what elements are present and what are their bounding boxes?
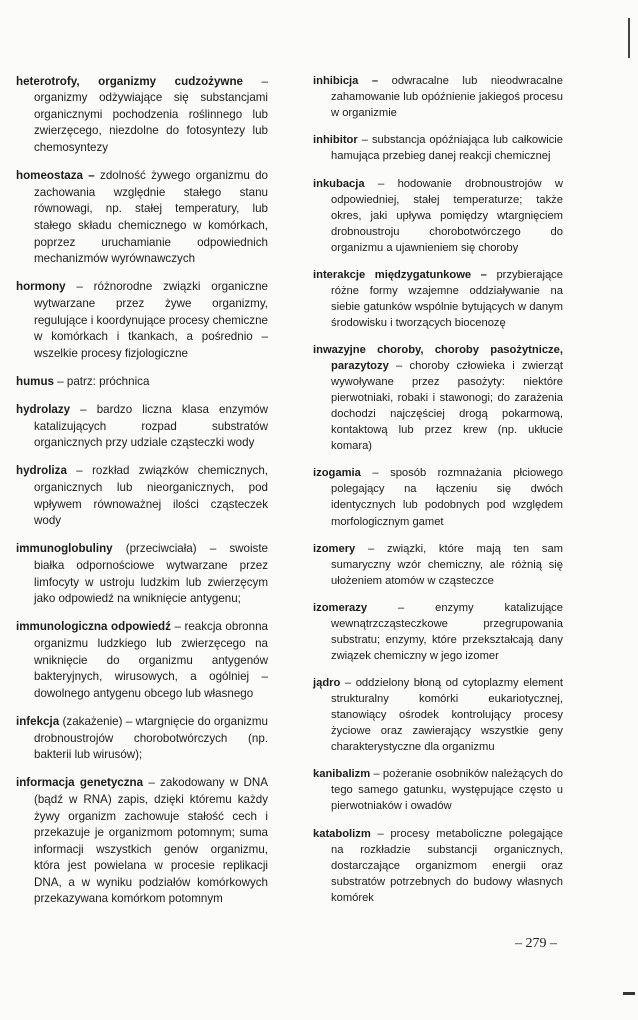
left-column bbox=[16, 62, 268, 915]
glossary-entry bbox=[16, 374, 268, 391]
glossary-entry bbox=[313, 176, 563, 256]
entry-term: izogamia bbox=[313, 467, 361, 480]
glossary-entry bbox=[16, 619, 268, 702]
entry-term: homeostaza – bbox=[16, 169, 95, 183]
entry-definition: – choroby człowieka i zwierząt wywoływane przez pasożyty: niektóre pierwotniaki, robaki i stawonogi; do zarażenia dochodzi najczęściej drogą pokarmową, kontaktową lub przez krew (np. ukłucie komara) bbox=[331, 360, 563, 453]
entry-term: katabolizm bbox=[313, 827, 371, 840]
entry-definition: – pożeranie osobników należących do tego samego gatunku, występujące często u pierwotniaków i owadów bbox=[331, 768, 563, 813]
entry-term: interakcje międzygatunkowe – bbox=[313, 268, 487, 281]
glossary-entry bbox=[16, 168, 268, 268]
entry-definition: (zakażenie) – wtargnięcie do organizmu drobnoustrojów chorobotwórczych (np. bakterii lub wirusów); bbox=[34, 714, 268, 762]
entry-term: izomery bbox=[313, 542, 356, 555]
entry-definition: – bardzo liczna klasa enzymów katalizujących rozpad substratów organicznych przy udziale cząsteczki wody bbox=[34, 403, 268, 450]
glossary-entry bbox=[313, 541, 563, 589]
entry-term: kanibalizm bbox=[313, 768, 371, 781]
entry-definition: – zakodowany w DNA (bądź w RNA) zapis, dzięki któremu każdy żywy organizm zachowuje stałość cech i przekazuje je organizmom potomnym; suma informacji wszystkich genów organizmu, która jest powielana w procesie replikacji DNA, a w wyniku podziałów komórkowych przekazywana komórkom potomnym bbox=[34, 776, 268, 906]
glossary-entry bbox=[313, 826, 563, 906]
glossary-entry bbox=[313, 675, 563, 755]
entry-definition: – substancja opóźniająca lub całkowicie hamująca przebieg danej reakcji chemicznej bbox=[331, 134, 563, 163]
glossary-entry bbox=[313, 600, 563, 664]
entry-term: hydroliza bbox=[16, 464, 67, 478]
glossary-entry bbox=[313, 766, 563, 814]
page-edge-line bbox=[628, 18, 630, 58]
entry-term: heterotrofy, organizmy cudzożywne bbox=[16, 74, 243, 88]
entry-definition: – związki, które mają ten sam sumaryczny wzór chemiczny, ale różnią się ułożeniem atomów w cząsteczce bbox=[331, 542, 563, 587]
glossary-entry bbox=[16, 775, 268, 908]
entry-definition: (przeciwciała) – swoiste białka odpornościowe wytwarzane przez limfocyty w ustroju ludzkim lub zwierzęcym jako odpowiedź na wniknięcie antygenu; bbox=[34, 542, 268, 606]
entry-definition: – sposób rozmnażania płciowego polegający na łączeniu się dwóch identycznych lub podobnych pod względem morfologicznym gamet bbox=[331, 467, 563, 528]
entry-definition: – enzymy katalizujące wewnątrzcząsteczkowe przegrupowania substratu; enzymy, które przekształcają dany związek chemiczny w jego izomer bbox=[331, 601, 563, 662]
glossary-entry bbox=[16, 402, 268, 452]
glossary-entry bbox=[16, 279, 268, 362]
page-number: – 279 – bbox=[515, 936, 557, 951]
entry-term: immunologiczna odpowiedź bbox=[16, 620, 171, 634]
glossary-entry bbox=[313, 267, 563, 331]
entry-term: hormony bbox=[16, 280, 66, 294]
entry-definition: – różnorodne związki organiczne wytwarzane przez żywe organizmy, regulujące i koordynujące procesy chemiczne w komórkach i tkankach, a pośrednio – wszelkie procesy fizjologiczne bbox=[34, 280, 268, 360]
entry-term: immunoglobuliny bbox=[16, 542, 113, 556]
entry-term: inkubacja bbox=[313, 177, 365, 190]
glossary-entry bbox=[16, 714, 268, 764]
glossary-entry bbox=[313, 465, 563, 529]
glossary-entry bbox=[16, 541, 268, 607]
entry-term: humus bbox=[16, 374, 55, 388]
right-column bbox=[313, 62, 563, 913]
crop-mark bbox=[623, 992, 635, 995]
glossary-entry bbox=[313, 132, 563, 164]
entry-definition: – patrz: próchnica bbox=[54, 374, 150, 388]
entry-term: inhibicja – bbox=[313, 75, 379, 88]
entry-term: infekcja bbox=[16, 714, 60, 728]
entry-term: informacja genetyczna bbox=[16, 776, 144, 790]
entry-definition: odwracalne lub nieodwracalne zahamowanie lub opóźnienie jakiegoś procesu w organizmie bbox=[331, 75, 563, 120]
entry-term: izomerazy bbox=[313, 601, 368, 614]
glossary-entry bbox=[16, 74, 268, 157]
entry-definition: – rozkład związków chemicznych, organicznych lub nieorganicznych, pod wpływem równoważnej ilości cząsteczek wody bbox=[34, 464, 268, 528]
entry-definition: – procesy metaboliczne polegające na rozkładzie substancji organicznych, dostarczające organizmom energii oraz substratów potrzebnych do budowy własnych komórek bbox=[331, 827, 563, 904]
entry-definition: przybierające różne formy wzajemne oddziaływanie na siebie gatunków wspólnie bytujących w danym środowisku i tworzących biocenozę bbox=[331, 268, 563, 329]
entry-definition: – hodowanie drobnoustrojów w odpowiedniej, stałej temperaturze; także okres, jaki upływa pomiędzy wtargnięciem drobnoustroju chorobotwórczego do organizmu a ujawnieniem się choroby bbox=[331, 177, 563, 254]
entry-term: inhibitor bbox=[313, 134, 358, 147]
entry-definition: – reakcja obronna organizmu ludzkiego lub zwierzęcego na wniknięcie do organizmu antygenów bakteryjnych, wirusowych, a ogólniej – dowolnego antygenu obcego lub własnego bbox=[34, 620, 268, 700]
entry-term: jądro bbox=[313, 677, 341, 690]
glossary-entry bbox=[313, 73, 563, 121]
glossary-entry bbox=[313, 342, 563, 454]
glossary-entry bbox=[16, 463, 268, 529]
entry-term: hydrolazy bbox=[16, 403, 71, 417]
entry-definition: – organizmy odżywiające się substancjami organicznymi pochodzenia roślinnego lub zwierzęcego, niezdolne do fotosyntezy lub chemosyntezy bbox=[34, 74, 269, 154]
entry-definition: – oddzielony błoną od cytoplazmy element strukturalny komórki eukariotycznej, stanowiący ośrodek kontrolujący procesy życiowe oraz zawierający wszystkie geny charakterystyczne dla organizmu bbox=[331, 677, 563, 754]
entry-definition: zdolność żywego organizmu do zachowania względnie stałego stanu równowagi, np. stałej temperatury, lub stałego składu chemicznego w komórkach, poprzez uruchamianie odpowiednich mechanizmów wyrównawczych bbox=[34, 169, 268, 266]
entry-term: inwazyjne choroby, choroby pasożytnicze, parazytozy bbox=[313, 344, 563, 373]
